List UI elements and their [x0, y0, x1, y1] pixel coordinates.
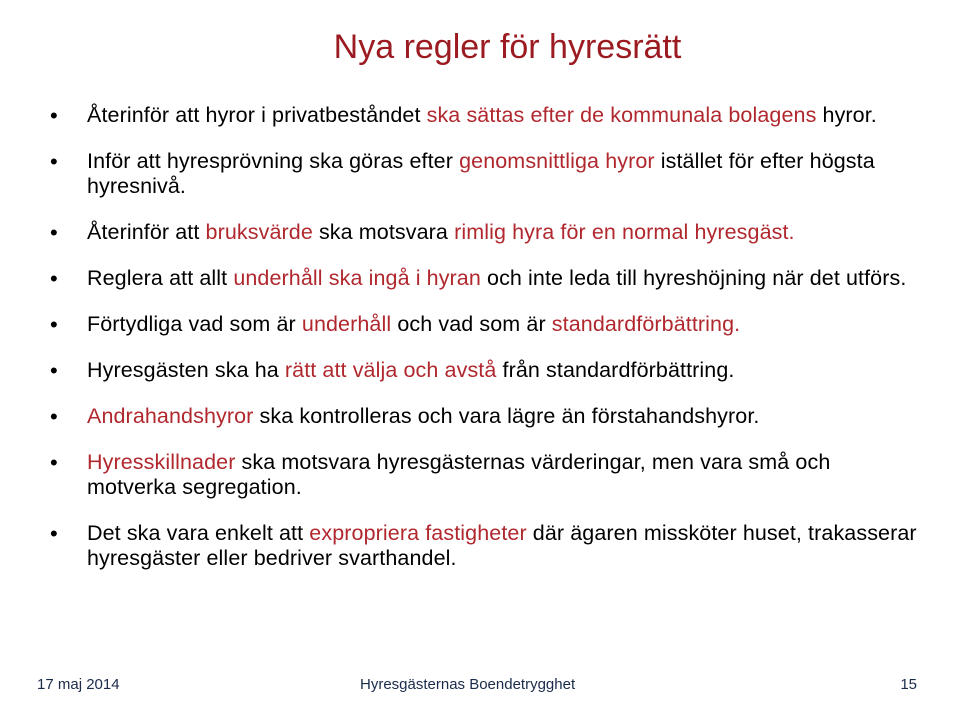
bullet-text: Återinför att hyror i privatbeståndet	[87, 103, 427, 127]
bullet-item	[50, 220, 920, 245]
highlighted-text: bruksvärde	[205, 220, 313, 244]
bullet-dot-icon: •	[50, 450, 58, 475]
bullet-item	[50, 103, 920, 128]
slide-title: Nya regler för hyresrätt	[333, 28, 682, 66]
bullet-text: ska motsvara hyresgästernas värderingar, men vara små och motverka segregation.	[87, 450, 831, 499]
bullet-text: och inte leda till hyreshöjning när det utförs.	[480, 266, 907, 290]
bullet-dot-icon: •	[50, 358, 58, 383]
bullet-text: Hyresgästen ska ha	[87, 358, 285, 382]
bullet-text: Inför att hyresprövning ska göras efter	[87, 149, 460, 173]
bullet-dot-icon: •	[50, 312, 58, 337]
bullet-item	[50, 521, 920, 571]
bullet-item	[50, 358, 920, 383]
highlighted-text: ska sättas efter de kommunala bolagens	[426, 103, 817, 127]
highlighted-text: rätt att välja och avstå	[284, 358, 497, 382]
bullet-list	[50, 103, 920, 571]
footer-title: Hyresgästernas Boendetrygghet	[360, 676, 576, 693]
bullet-dot-icon: •	[50, 521, 58, 546]
highlighted-text: expropriera fastigheter	[309, 521, 527, 545]
bullet-dot-icon: •	[50, 149, 58, 174]
bullet-item	[50, 404, 920, 429]
bullet-item	[50, 266, 920, 291]
bullet-dot-icon: •	[50, 220, 58, 245]
bullet-dot-icon: •	[50, 266, 58, 291]
footer-date: 17 maj 2014	[37, 676, 120, 693]
bullet-text: Det ska vara enkelt att	[87, 521, 310, 545]
highlighted-text: genomsnittliga hyror	[459, 149, 655, 173]
page-number: 15	[900, 676, 917, 693]
bullet-text: där ägaren missköter huset, trakasserar hyresgäster eller bedriver svarthandel.	[87, 521, 917, 570]
bullet-text: och vad som är	[391, 312, 552, 336]
bullet-item	[50, 450, 920, 500]
highlighted-text: rimlig hyra för en normal hyresgäst.	[454, 220, 795, 244]
bullet-text: Förtydliga vad som är	[87, 312, 302, 336]
bullet-text: ska kontrolleras och vara lägre än förstahandshyror.	[253, 404, 760, 428]
bullet-item	[50, 312, 920, 337]
bullet-text: Återinför att	[87, 220, 206, 244]
bullet-dot-icon: •	[50, 404, 58, 429]
bullet-text: ska motsvara	[312, 220, 455, 244]
highlighted-text: Hyresskillnader	[87, 450, 236, 474]
highlighted-text: Andrahandshyror	[87, 404, 254, 428]
bullet-dot-icon: •	[50, 103, 58, 128]
bullet-item	[50, 149, 920, 199]
bullet-text: Reglera att allt	[87, 266, 234, 290]
highlighted-text: standardförbättring.	[551, 312, 741, 336]
highlighted-text: underhåll	[301, 312, 392, 336]
highlighted-text: underhåll ska ingå i hyran	[233, 266, 481, 290]
bullet-text: hyror.	[816, 103, 877, 127]
bullet-text: från standardförbättring.	[496, 358, 735, 382]
bullet-text: istället för efter högsta hyresnivå.	[87, 149, 875, 198]
